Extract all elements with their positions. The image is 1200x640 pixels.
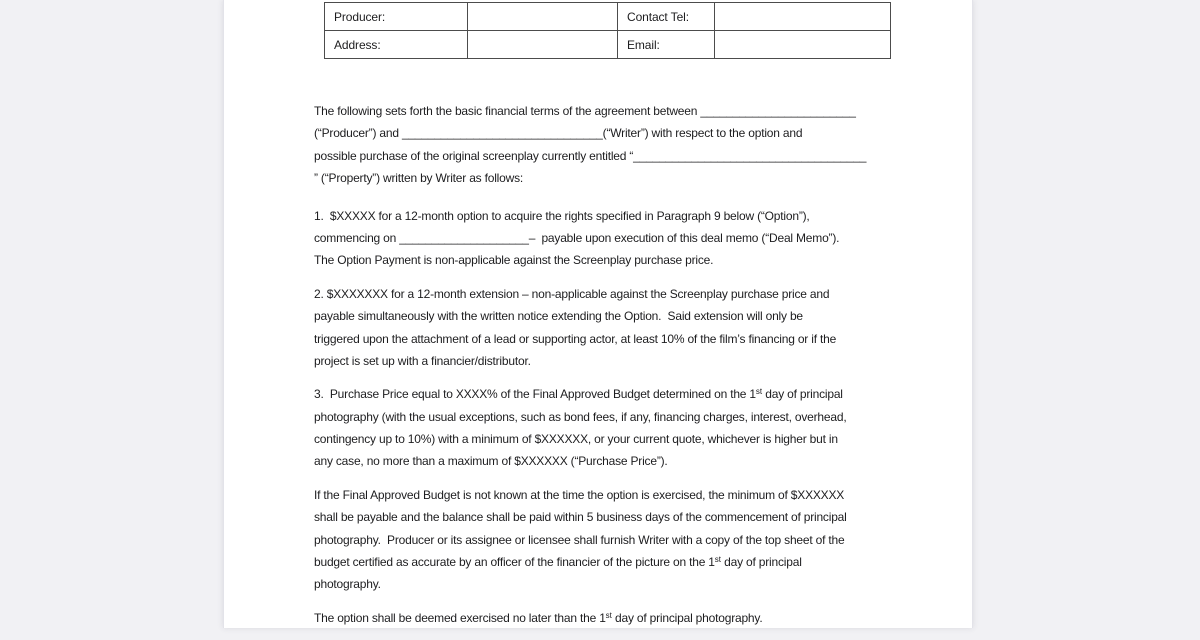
doc-line: budget certified as accurate by an officer of the financier of the picture on the 1st day of principal xyxy=(314,555,802,570)
doc-line: any case, no more than a maximum of $XXXXXX (“Purchase Price”). xyxy=(314,454,668,469)
producer-contact-table xyxy=(324,2,891,59)
email-label-cell: Email: xyxy=(618,31,715,59)
email-value-cell xyxy=(715,31,891,59)
contact-tel-value-cell xyxy=(715,3,891,31)
intro-paragraph xyxy=(314,100,904,190)
doc-line: 3. Purchase Price equal to XXXX% of the Final Approved Budget determined on the 1st day of principal xyxy=(314,387,843,402)
doc-line: photography. xyxy=(314,577,381,592)
doc-line: contingency up to 10%) with a minimum of $XXXXXX, or your current quote, whichever is higher but in xyxy=(314,432,838,447)
doc-line: photography. Producer or its assignee or licensee shall furnish Writer with a copy of the top sheet of the xyxy=(314,532,845,547)
contact-tel-label-cell: Contact Tel: xyxy=(618,3,715,31)
table-row-producer xyxy=(325,3,891,31)
document-page xyxy=(223,0,973,628)
doc-line: The following sets forth the basic financial terms of the agreement between ________________________ xyxy=(314,104,856,118)
doc-line: 1. $XXXXX for a 12-month option to acquire the rights specified in Paragraph 9 below (“Option”), xyxy=(314,208,810,223)
closing-paragraph xyxy=(314,607,904,629)
doc-line: photography (with the usual exceptions, such as bond fees, if any, financing charges, interest, overhead, xyxy=(314,409,847,424)
doc-line: possible purchase of the original screenplay currently entitled “____________________________________ xyxy=(314,148,867,163)
doc-line: project is set up with a financier/distributor. xyxy=(314,353,531,368)
doc-line: The Option Payment is non-applicable against the Screenplay purchase price. xyxy=(314,253,714,268)
doc-line: commencing on ____________________– payable upon execution of this deal memo (“Deal Memo”). xyxy=(314,230,840,245)
doc-line: The option shall be deemed exercised no later than the 1st day of principal photography. xyxy=(314,610,763,625)
address-label-cell: Address: xyxy=(325,31,468,59)
doc-line: (“Producer”) and _______________________________(“Writer”) with respect to the option and xyxy=(314,126,803,141)
address-value-cell xyxy=(468,31,618,59)
doc-line: triggered upon the attachment of a lead or supporting actor, at least 10% of the film’s financing or if the xyxy=(314,331,837,346)
clause-4-paragraph xyxy=(314,484,904,596)
table-row-address xyxy=(325,31,891,59)
clause-3-paragraph xyxy=(314,383,904,473)
producer-label-cell: Producer: xyxy=(325,3,468,31)
producer-value-cell xyxy=(468,3,618,31)
clause-1-paragraph xyxy=(314,205,904,272)
clause-2-paragraph xyxy=(314,283,904,373)
doc-line: 2. $XXXXXXX for a 12-month extension – non-applicable against the Screenplay purchase price and xyxy=(314,286,830,301)
doc-line: ” (“Property”) written by Writer as follows: xyxy=(314,171,524,186)
doc-line: shall be payable and the balance shall be paid within 5 business days of the commencement of principal xyxy=(314,510,847,525)
doc-line: payable simultaneously with the written notice extending the Option. Said extension will only be xyxy=(314,309,803,324)
doc-line: If the Final Approved Budget is not known at the time the option is exercised, the minimum of $XXXXXX xyxy=(314,487,845,502)
document-body xyxy=(314,100,904,640)
